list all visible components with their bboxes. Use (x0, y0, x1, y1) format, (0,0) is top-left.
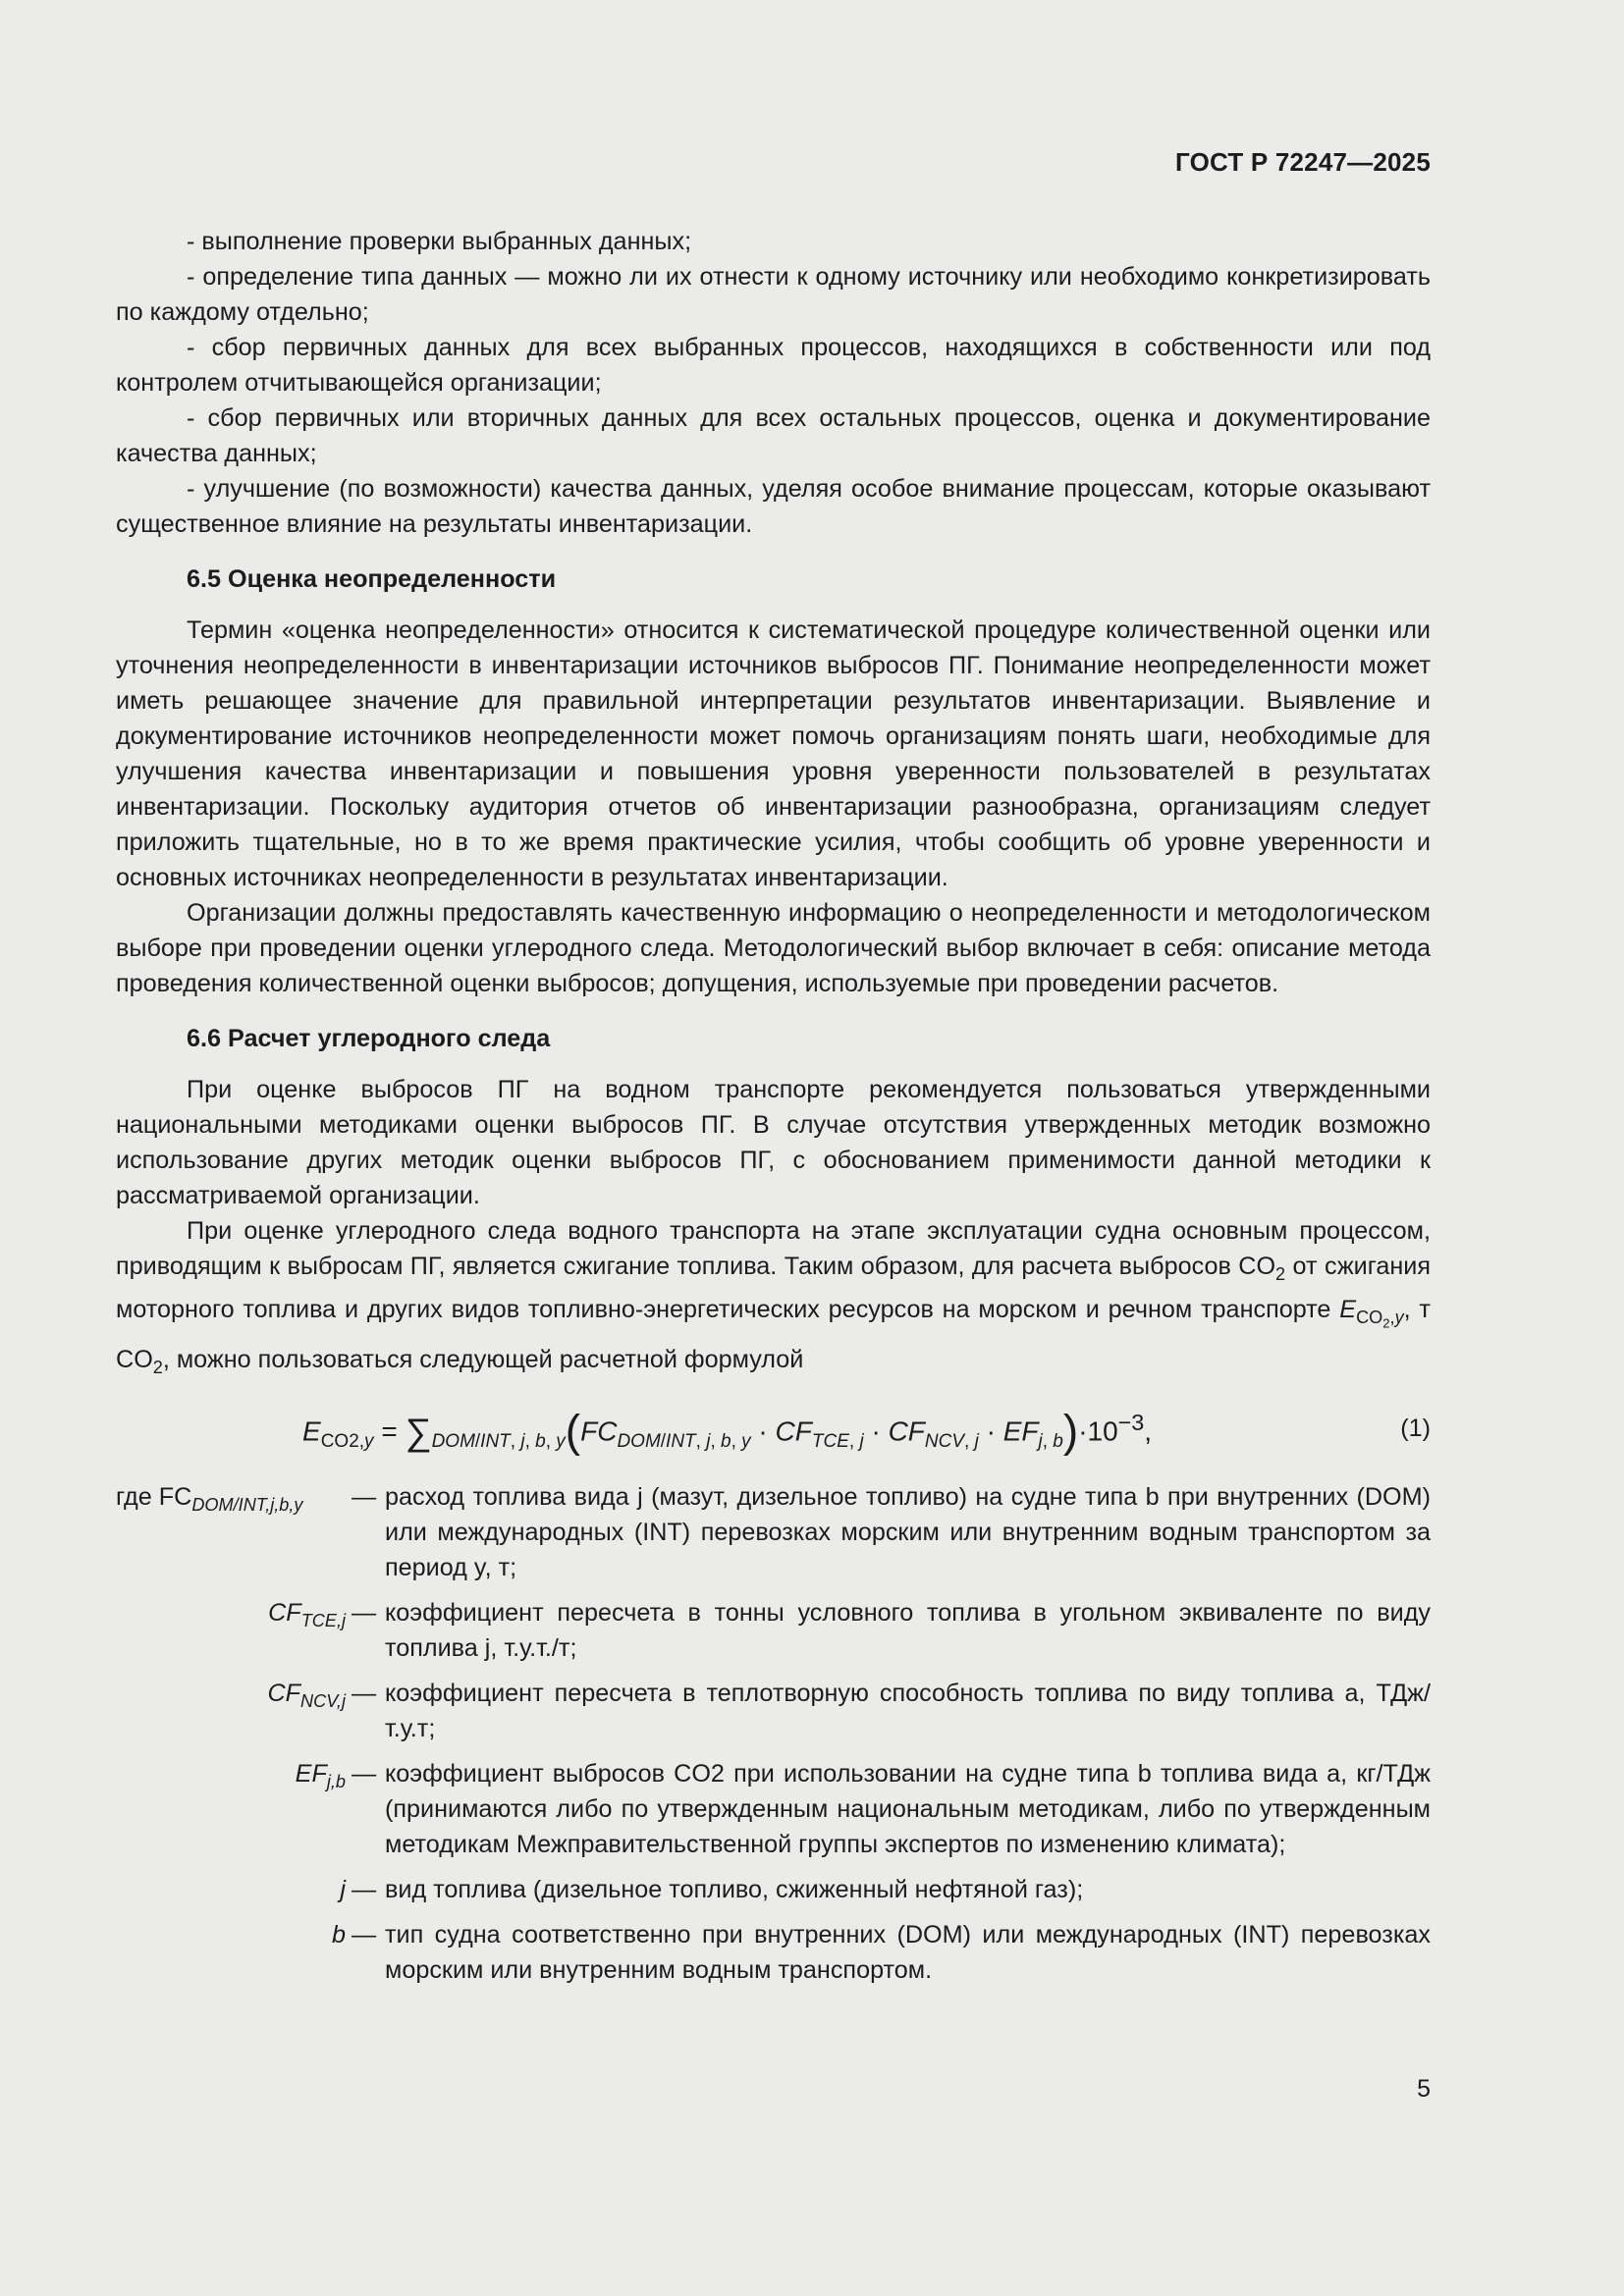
paragraph-part: от сжигания моторного топлива и других видов топливно-энергетических ресурсов на морском и речном транспорте (116, 1253, 1431, 1324)
definition-text: коэффициент пересчета в теплотворную способность топлива по виду топлива a, ТДж/т.у.т; (385, 1679, 1431, 1742)
definition-item: $EF_{j,b}$ — коэффициент выбросов CO2 при использовании на судне типа b топлива вида a, кг/ТДж (принимаются либо по утвержденным национальным методикам, либо по утвержденным методикам Межправительственной группы экспертов по изменению климата); (116, 1756, 1431, 1862)
definition-symbol: где $FC_{DOM/INT,j,b,y}$ (116, 1482, 303, 1515)
paragraph-part: , т CO (116, 1296, 1431, 1373)
document-body (116, 224, 1431, 1998)
paragraph-part: При оценке углеродного следа водного транспорта на этапе эксплуатации судна основным процессом, приводящим к выбросам ПГ, является сжигание топлива. Таким образом, для расчета выбросов CO (116, 1217, 1431, 1280)
definition-item: b — тип судна соответственно при внутренних (DOM) или международных (INT) перевозках морским или внутренним водным транспортом. (116, 1917, 1431, 1988)
definition-symbol: $EF_{j,b}$ (295, 1759, 346, 1791)
section-heading-6-5: 6.5 Оценка неопределенности (187, 565, 557, 593)
definitions-list (116, 1479, 1431, 1988)
definition-symbol: $CF_{TCE,j}$ (268, 1598, 346, 1630)
paragraph: При оценке выбросов ПГ на водном транспорте рекомендуется пользоваться утвержденными национальными методиками оценки выбросов ПГ. В случае отсутствия утвержденных методик возможно использование других методик оценки выбросов ПГ, с обоснованием применимости данной методики к рассматриваемой организации. (116, 1076, 1431, 1209)
list-item: - сбор первичных данных для всех выбранных процессов, находящихся в собственности или под контролем отчитывающейся организации; (116, 334, 1431, 397)
definition-text: тип судна соответственно при внутренних (DOM) или международных (INT) перевозках морским или внутренним водным транспортом. (385, 1920, 1431, 1984)
list-item: - улучшение (по возможности) качества данных, уделяя особое внимание процессам, которые оказывают существенное влияние на результаты инвентаризации. (116, 475, 1431, 538)
paragraph: При оценке углеродного следа водного транспорта на этапе эксплуатации судна основным процессом, приводящим к выбросам ПГ, является сжигание топлива. Таким образом, для расчета выбросов $CO_2$ от сжигания моторного топлива и других видов топливно-энергетических ресурсов на морском и речном транспорте $E_{CO_2,y}$, т $CO_2$, можно пользоваться следующей расчетной формулой (116, 1217, 1431, 1377)
definition-text: коэффициент выбросов CO2 при использовании на судне типа b топлива вида a, кг/ТДж (принимаются либо по утвержденным национальным методикам, либо по утвержденным методикам Межправительственной группы экспертов по изменению климата); (385, 1759, 1431, 1858)
definition-item: где $FC_{DOM/INT,j,b,y}$ — расход топлива вида j (мазут, дизельное топливо) на судне типа b при внутренних (DOM) или международных (INT) перевозках морским или внутренним водным транспортом за период y, т; (116, 1479, 1431, 1585)
paragraph-part: , можно пользоваться следующей расчетной формулой (162, 1345, 804, 1373)
page-number: 5 (1417, 2075, 1431, 2103)
document-header: ГОСТ Р 72247—2025 (1175, 147, 1431, 177)
definition-symbol: b (331, 1920, 346, 1949)
definition-text: коэффициент пересчета в тонны условного топлива в угольном эквиваленте по виду топлива j, т.у.т./т; (385, 1598, 1431, 1662)
formula-1 (116, 1399, 1431, 1464)
definition-symbol: j (340, 1875, 346, 1903)
list-item: - определение типа данных — можно ли их отнести к одному источнику или необходимо конкретизировать по каждому отдельно; (116, 263, 1431, 326)
paragraph: Термин «оценка неопределенности» относится к систематической процедуре количественной оценки или уточнения неопределенности в инвентаризации источников выбросов ПГ. Понимание неопределенности может иметь решающее значение для правильной интерпретации результатов инвентаризации. Выявление и документирование источников неопределенности может помочь организациям понять шаги, необходимые для улучшения качества инвентаризации и повышения уровня уверенности пользователей в результатах инвентаризации. Поскольку аудитория отчетов об инвентаризации разнообразна, организациям следует приложить тщательные, но в то же время практические усилия, чтобы сообщить об уровне уверенности и основных источниках неопределенности в результатах инвентаризации. (116, 616, 1431, 891)
definition-item: $CF_{NCV,j}$ — коэффициент пересчета в теплотворную способность топлива по виду топлива a, ТДж/т.у.т; (116, 1676, 1431, 1746)
definition-item: $CF_{TCE,j}$ — коэффициент пересчета в тонны условного топлива в угольном эквиваленте по виду топлива j, т.у.т./т; (116, 1595, 1431, 1666)
definition-symbol: $CF_{NCV,j}$ (267, 1679, 346, 1711)
section-heading-6-6: 6.6 Расчет углеродного следа (187, 1025, 551, 1052)
formula-expression: $E_{CO2,y} = \sum_{DOM/INT, j, b, y}(FC_{DOM/INT, j, b, y} \cdot CF_{TCE, j} \cdot CF_{NCV, j} \cdot EF_{j, b})\cdot 10^{-3}$, (302, 1405, 1153, 1457)
definition-item: j — вид топлива (дизельное топливо, сжиженный нефтяной газ); (116, 1872, 1431, 1907)
definition-text: вид топлива (дизельное топливо, сжиженный нефтяной газ); (385, 1875, 1084, 1903)
paragraph: Организации должны предоставлять качественную информацию о неопределенности и методологическом выборе при проведении оценки углеродного следа. Методологический выбор включает в себя: описание метода проведения количественной оценки выбросов; допущения, используемые при проведении расчетов. (116, 899, 1431, 997)
formula-number: (1) (1400, 1414, 1431, 1442)
definition-text: расход топлива вида j (мазут, дизельное топливо) на судне типа b при внутренних (DOM) или международных (INT) перевозках морским или внутренним водным транспортом за период y, т; (385, 1482, 1431, 1581)
list-item: - выполнение проверки выбранных данных; (187, 228, 692, 255)
list-item: - сбор первичных или вторичных данных для всех остальных процессов, оценка и документирование качества данных; (116, 404, 1431, 467)
